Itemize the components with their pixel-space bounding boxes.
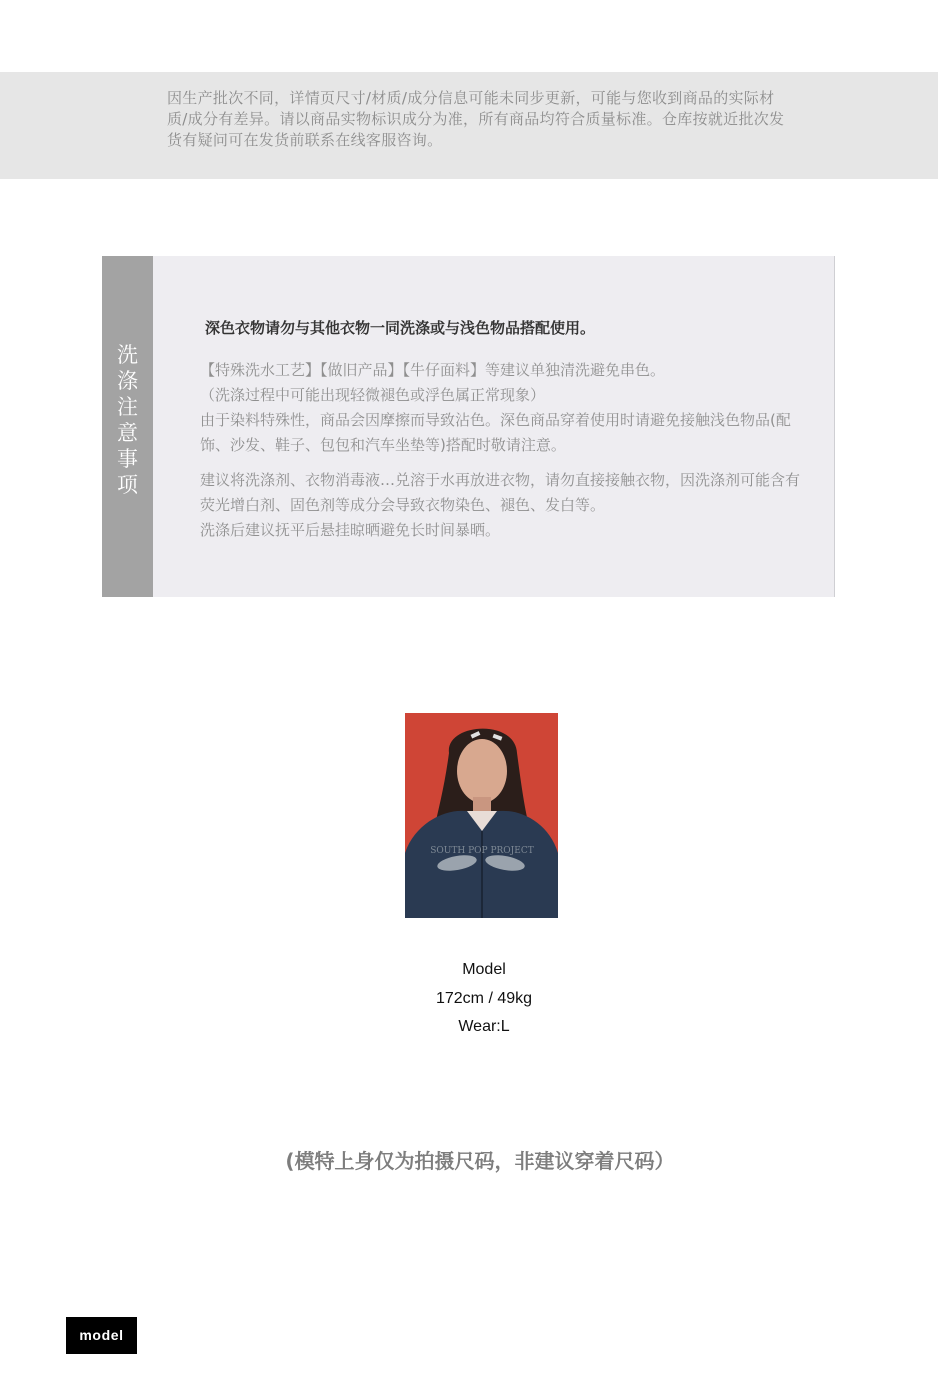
care-side-bar bbox=[102, 256, 153, 597]
model-section-tag: model bbox=[66, 1317, 137, 1354]
model-photo-illustration bbox=[405, 713, 558, 918]
model-measurements: 172cm / 49kg bbox=[435, 989, 533, 1007]
care-line: （洗涤过程中可能出现轻微褪色或浮色属正常现象） bbox=[200, 386, 546, 404]
model-label: Model bbox=[462, 961, 506, 978]
care-headline: 深色衣物请勿与其他衣物一同洗涤或与浅色物品搭配使用。 bbox=[205, 319, 596, 337]
care-line: 由于染料特殊性，商品会因摩擦而导致沾色。深色商品穿着使用时请避免接触浅色物品(配饰、沙发、鞋子、包包和汽车坐垫等)搭配时敬请注意。 bbox=[200, 411, 791, 454]
hoodie-print-text: SOUTH POP PROJECT bbox=[430, 846, 534, 856]
care-line: 洗涤后建议抚平后悬挂晾晒避免长时间暴晒。 bbox=[200, 521, 501, 539]
care-paragraph-2 bbox=[200, 468, 800, 543]
care-side-title bbox=[102, 342, 153, 498]
model-wear-size: Wear:L bbox=[458, 1018, 510, 1035]
care-title-char: 洗 bbox=[117, 343, 138, 367]
care-line: 【特殊洗水工艺】【做旧产品】【牛仔面料】等建议单独清洗避免串色。 bbox=[200, 361, 666, 379]
model-info bbox=[384, 956, 584, 1042]
care-paragraph-1 bbox=[200, 358, 800, 458]
care-title-char: 项 bbox=[117, 473, 138, 497]
notice-text: 因生产批次不同，详情页尺寸/材质/成分信息可能未同步更新，可能与您收到商品的实际材质/成分有差异。请以商品实物标识成分为准，所有商品均符合质量标准。仓库按就近批次发货有疑问可在发货前联系在线客服咨询。 bbox=[167, 89, 785, 149]
model-face bbox=[457, 739, 507, 803]
size-disclaimer: (模特上身仅为拍摄尺码，非建议穿着尺码） bbox=[285, 1149, 675, 1173]
model-photo bbox=[405, 713, 558, 918]
washing-care-panel bbox=[102, 256, 835, 597]
care-title-char: 事 bbox=[117, 447, 138, 471]
care-title-char: 注 bbox=[117, 395, 138, 419]
care-title-char: 意 bbox=[117, 421, 138, 445]
care-title-char: 涤 bbox=[117, 369, 138, 393]
notice-banner bbox=[0, 72, 938, 179]
care-line: 建议将洗涤剂、衣物消毒液…兑溶于水再放进衣物，请勿直接接触衣物，因洗涤剂可能含有荧光增白剂、固色剂等成分会导致衣物染色、褪色、发白等。 bbox=[200, 471, 801, 514]
